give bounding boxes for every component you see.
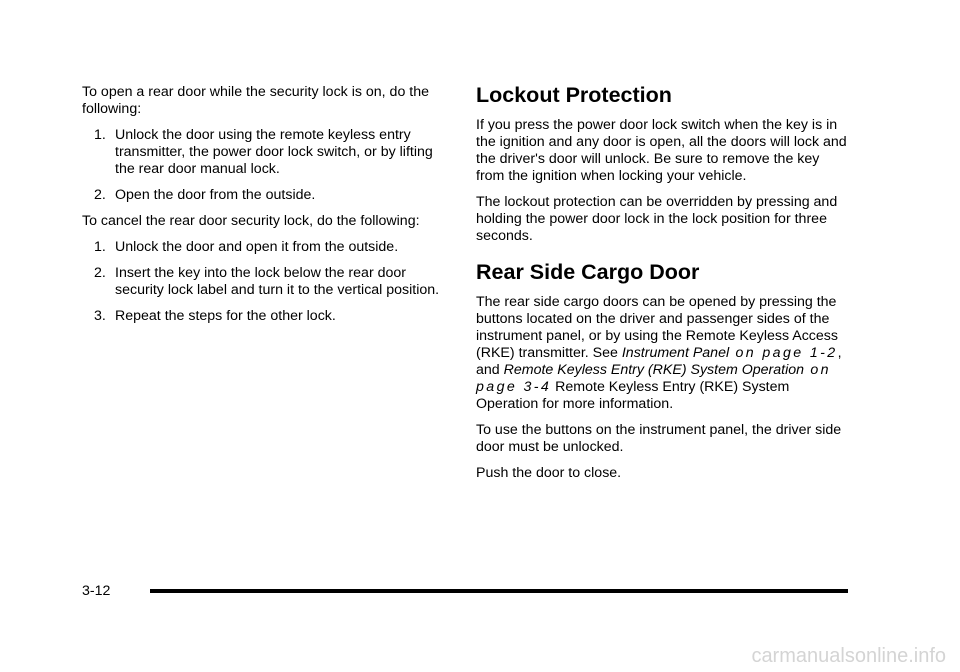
rke-system-page-ref[interactable]: on page 3-4 <box>476 362 831 395</box>
lockout-paragraph-1: If you press the power door lock switch when the key is in the ignition and any door is open, all the doors will lock and the driver's door will unlock. Be sure to remove the key from the ignition when locking your vehicle. <box>476 117 847 184</box>
cargo-paragraph-3: Push the door to close. <box>476 465 622 481</box>
page-number: 3-12 <box>82 583 111 599</box>
footer-divider <box>150 589 848 593</box>
open-intro: To open a rear door while the security lock is on, do the following: <box>82 84 429 117</box>
list-item: 1. Unlock the door using the remote keyless entry transmitter, the power door lock switch, or by lifting the rear door manual lock. <box>94 127 433 177</box>
cargo-heading: Rear Side Cargo Door <box>476 260 700 284</box>
open-steps-list <box>82 127 452 204</box>
left-column <box>82 84 452 334</box>
list-item: 2. Open the door from the outside. <box>94 187 316 203</box>
rke-system-link[interactable]: Remote Keyless Entry (RKE) System Operation <box>503 362 805 378</box>
right-column <box>476 82 848 491</box>
cancel-steps-list <box>82 239 452 325</box>
cargo-paragraph-2: To use the buttons on the instrument panel, the driver side door must be unlocked. <box>476 422 842 455</box>
cancel-intro: To cancel the rear door security lock, do the following: <box>82 213 420 229</box>
instrument-panel-page-ref[interactable]: on page 1-2 <box>729 345 838 361</box>
instrument-panel-link[interactable]: Instrument Panel <box>621 345 730 361</box>
watermark: carmanualsonline.info <box>751 645 946 667</box>
lockout-paragraph-2: The lockout protection can be overridden by pressing and holding the power door lock in the lock position for three seconds. <box>476 194 838 244</box>
list-item: 1. Unlock the door and open it from the outside. <box>94 239 399 255</box>
list-item: 2. Insert the key into the lock below the rear door security lock label and turn it to the vertical position. <box>94 265 440 298</box>
cargo-paragraph-1: The rear side cargo doors can be opened by pressing the buttons located on the driver and passenger sides of the instrument panel, or by using the Remote Keyless Access (RKE) transmitter. See Instrument Panel on page 1-2, and Remote Keyless Entry (RKE) System Operation on page 3-4 Remote Keyless Entry (RKE) System Operation for more information. <box>476 294 842 412</box>
list-item: 3. Repeat the steps for the other lock. <box>94 308 336 324</box>
lockout-heading: Lockout Protection <box>476 83 672 107</box>
